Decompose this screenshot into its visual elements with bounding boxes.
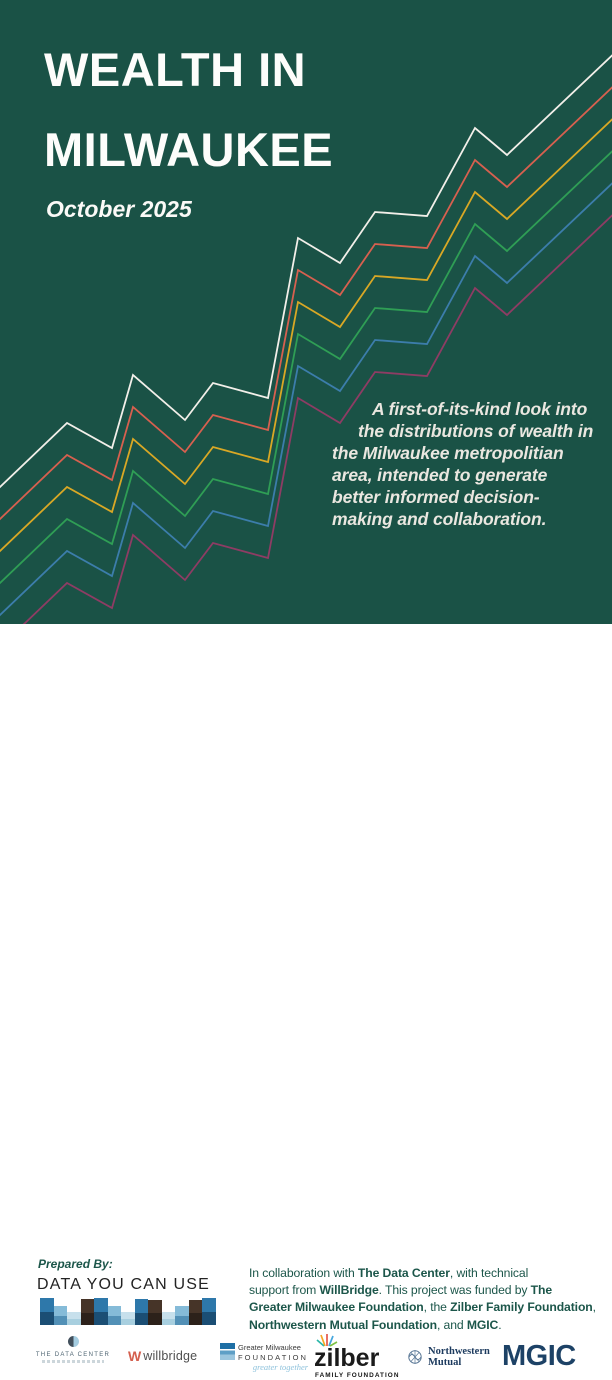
collab-segment: ,	[592, 1300, 596, 1315]
cover-section	[0, 0, 612, 624]
dycu-bar	[189, 1300, 203, 1325]
collab-segment: support from	[249, 1283, 320, 1298]
data-you-can-use-logo-text: DATA YOU CAN USE	[37, 1276, 211, 1293]
quote-block	[332, 398, 594, 530]
logo-zilber-family-foundation	[314, 1334, 400, 1380]
collab-segment: Zilber Family Foundation	[450, 1300, 593, 1315]
logo-greater-milwaukee-foundation	[220, 1343, 308, 1372]
collab-segment: In collaboration with	[249, 1266, 358, 1280]
page-title-line-2: MILWAUKEE	[44, 123, 334, 176]
dycu-bar	[135, 1299, 149, 1325]
gmf-logo-line2: FOUNDATION	[238, 1353, 309, 1362]
dycu-bar	[54, 1306, 68, 1325]
collab-segment: Greater Milwaukee Foundation	[249, 1300, 424, 1315]
trend-line-green	[0, 106, 612, 624]
gmf-logo-line1: Greater Milwaukee	[238, 1343, 301, 1352]
gmf-square-icon	[220, 1343, 235, 1360]
collab-segment: WillBridge	[319, 1283, 379, 1298]
data-you-can-use-bars-icon	[40, 1298, 216, 1325]
dycu-bar	[40, 1298, 54, 1325]
collaboration-text	[249, 1265, 597, 1334]
dycu-bar	[94, 1298, 108, 1325]
zilber-logo-subtext: FAMILY FOUNDATION	[315, 1372, 400, 1379]
nm-logo-line1: Northwestern	[428, 1346, 490, 1357]
logo-willbridge	[128, 1349, 197, 1363]
collab-segment: MGIC	[466, 1317, 499, 1332]
dycu-bar	[121, 1312, 135, 1325]
dycu-bar	[148, 1300, 162, 1325]
collab-segment: The	[530, 1283, 553, 1298]
collab-segment: . This project was funded by	[378, 1283, 531, 1298]
dycu-bar	[67, 1312, 81, 1325]
footer-section	[0, 624, 612, 1379]
quote-line: area, intended to generate	[332, 465, 548, 485]
nm-seal-icon	[406, 1348, 424, 1366]
collab-segment: .	[498, 1317, 502, 1332]
collab-segment: , with technical	[449, 1266, 529, 1280]
data-center-tagline-placeholder	[42, 1360, 104, 1363]
quote-line: A first-of-its-kind look into	[372, 399, 588, 419]
willbridge-logo-text: willbridge	[143, 1349, 198, 1363]
nm-logo-line2: Mutual	[428, 1357, 462, 1369]
quote-line: better informed decision-	[332, 487, 540, 507]
collab-segment: , and	[436, 1317, 467, 1332]
quote-line: the distributions of wealth in	[358, 421, 594, 441]
dycu-bar	[175, 1306, 189, 1325]
dycu-bar	[81, 1299, 95, 1325]
dycu-bar	[202, 1298, 216, 1325]
collab-segment: The Data Center	[357, 1266, 450, 1280]
collab-segment: Northwestern Mutual Foundation	[249, 1317, 437, 1332]
dycu-bar	[162, 1312, 176, 1325]
quote-line: making and collaboration.	[332, 509, 547, 529]
data-center-circle-icon	[68, 1336, 79, 1347]
zilber-logo-text: zilber	[314, 1344, 380, 1372]
willbridge-w-icon: W	[128, 1348, 142, 1364]
page-title-line-1: WEALTH IN	[44, 43, 307, 96]
logo-mgic: MGIC	[502, 1340, 576, 1372]
logo-northwestern-mutual	[406, 1346, 490, 1368]
dycu-bar	[108, 1306, 122, 1325]
quote-line: the Milwaukee metropolitian	[332, 443, 564, 463]
collab-segment: , the	[423, 1300, 451, 1315]
data-center-logo-text: THE DATA CENTER	[35, 1352, 111, 1358]
logo-the-data-center	[34, 1336, 112, 1363]
prepared-by-label: Prepared By:	[38, 1257, 113, 1271]
gmf-logo-tagline: greater together	[252, 1362, 309, 1372]
cover-date: October 2025	[46, 196, 192, 222]
